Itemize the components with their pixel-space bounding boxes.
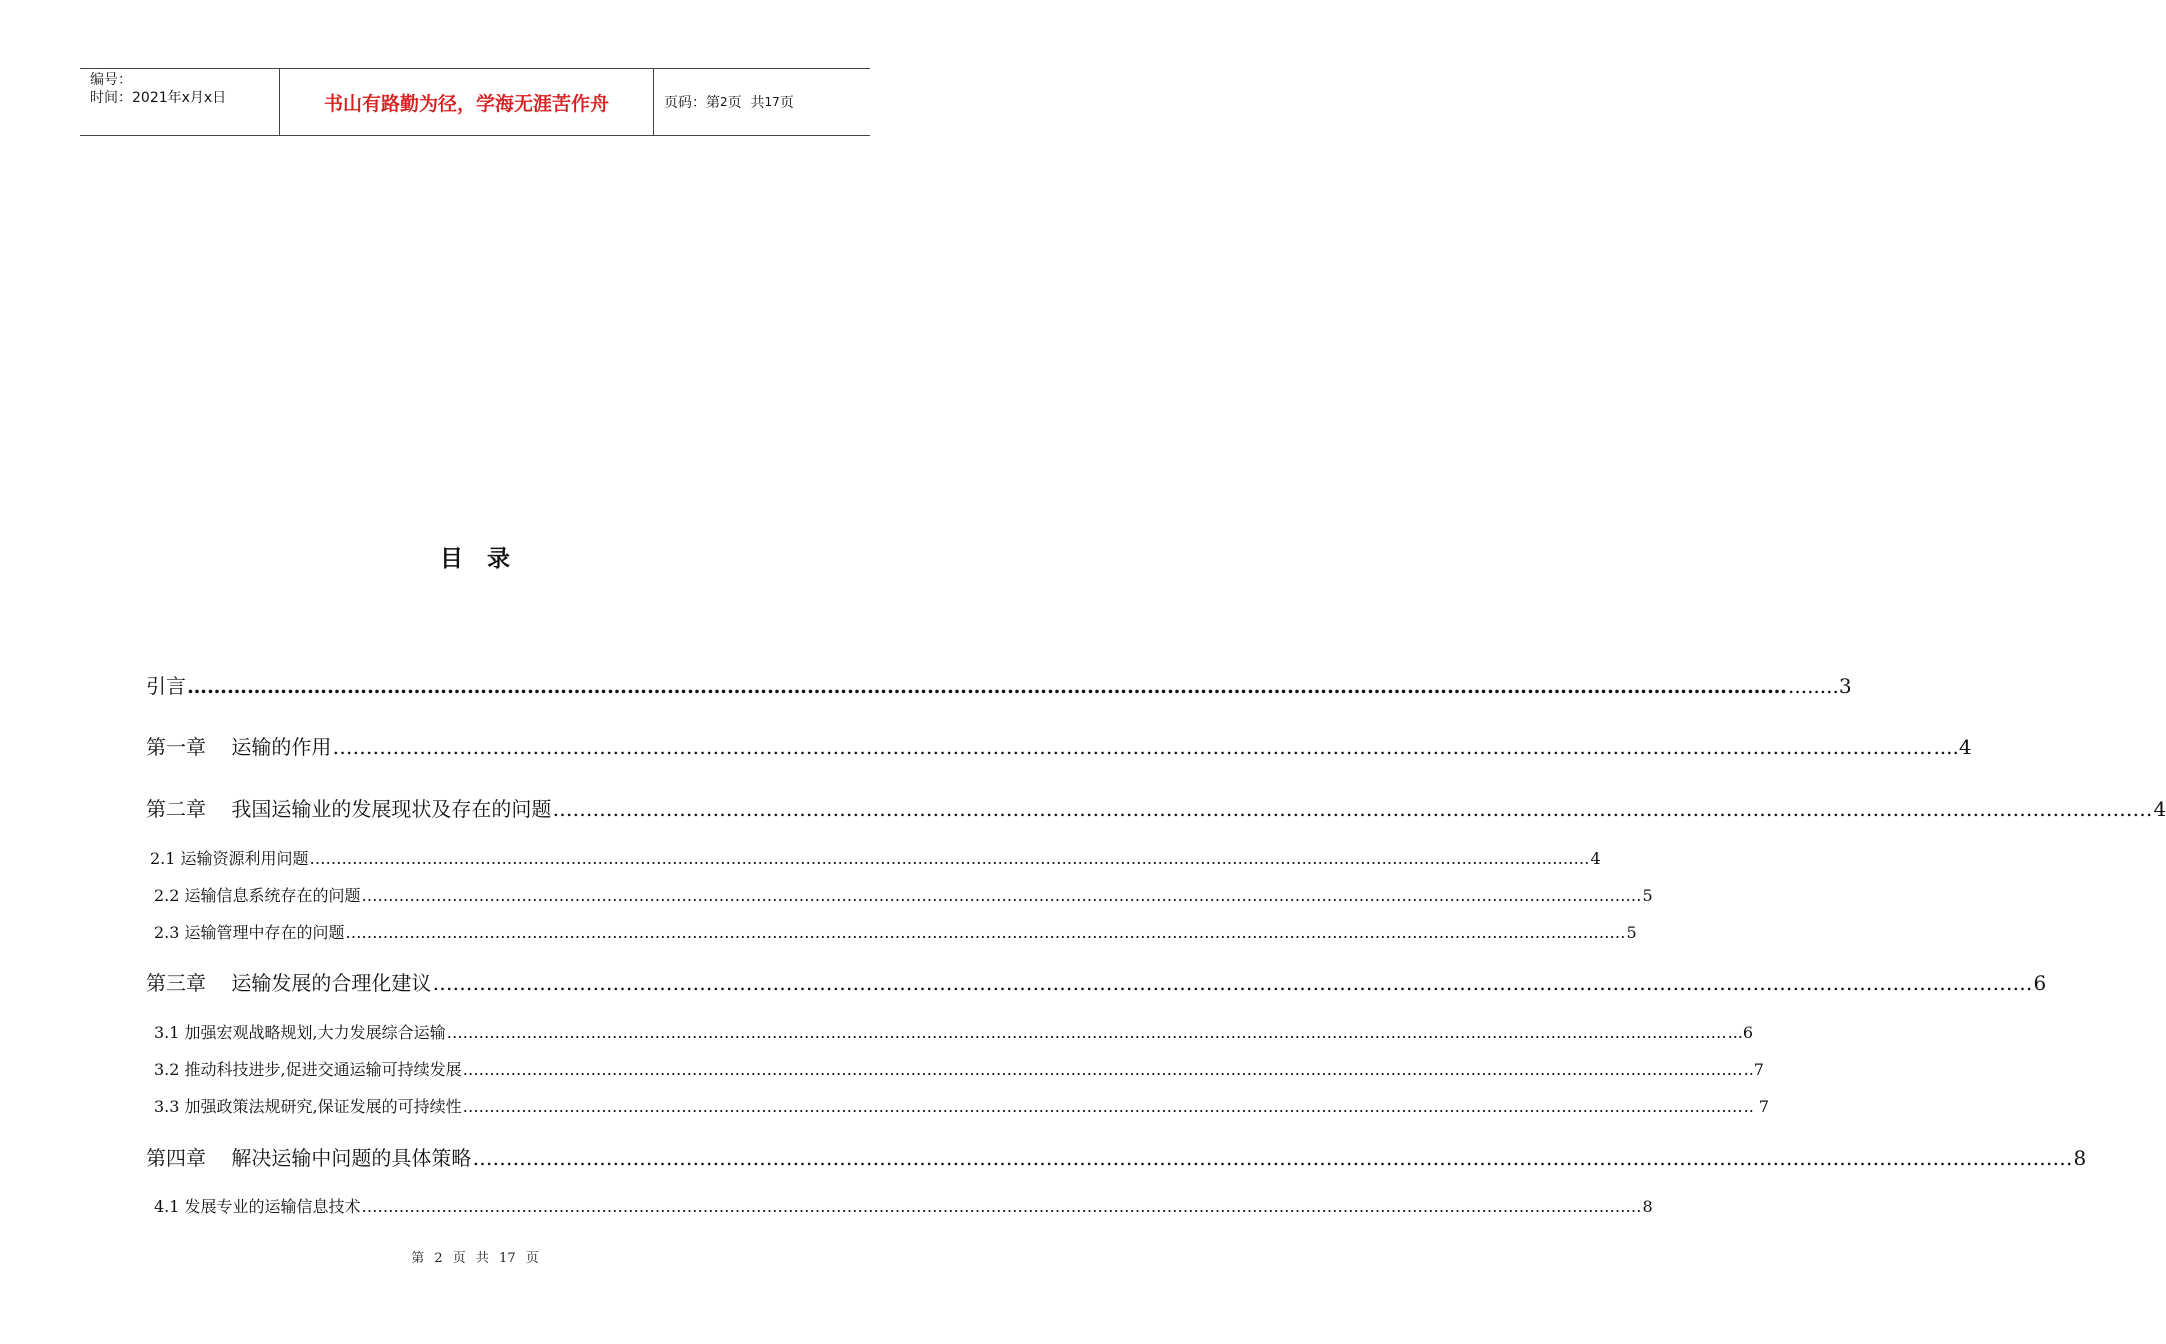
toc-entry-label: 第二章 我国运输业的发展现状及存在的问题 — [146, 797, 552, 821]
toc-dot-leader: …………………………………………………………………………………………………………………………………………………………………………………………………………………… — [446, 1023, 1727, 1042]
toc-entry-3-3[interactable] — [154, 1094, 1770, 1117]
toc-entry-chapter-1[interactable] — [146, 731, 1972, 760]
toc-entry-label: 引言 — [146, 674, 186, 698]
toc-entry-2-3[interactable] — [154, 920, 1637, 943]
toc-dot-leader: …………………………………………………………………………………………………………………………………………………………………………………………………………………… — [309, 849, 1590, 868]
toc-entry-label: 3.2 推动科技进步,促进交通运输可持续发展 — [154, 1060, 462, 1079]
toc-entry-page: .. 7 — [1743, 1097, 1770, 1116]
toc-dot-leader: …………………………………………………………………………………………………………………………………………………………………………………………………………………… — [472, 1146, 2073, 1170]
header-date: 时间：2021年x月x日 — [90, 90, 227, 106]
toc-entry-page: 5 — [1626, 923, 1637, 942]
toc-entry-page: 8 — [2073, 1146, 2087, 1170]
toc-entry-3-2[interactable] — [154, 1057, 1764, 1080]
toc-entry-label: 2.1 运输资源利用问题 — [150, 849, 309, 868]
toc-entry-page: 6 — [2033, 971, 2047, 995]
toc-entry-page: ..7 — [1743, 1060, 1764, 1079]
toc-entry-4-1[interactable] — [154, 1194, 1653, 1217]
toc-entry-label: 第四章 解决运输中问题的具体策略 — [146, 1146, 472, 1170]
toc-entry-page: ........3 — [1788, 674, 1852, 698]
header-meta — [80, 69, 280, 135]
toc-entry-page: ....4 — [1933, 735, 1972, 759]
toc-entry-label: 2.3 运输管理中存在的问题 — [154, 923, 345, 942]
toc-entry-page: 4 — [2153, 797, 2166, 821]
toc-dot-leader: …………………………………………………………………………………………………………………………………………………………………………………………………………………… — [462, 1060, 1743, 1079]
toc-dot-leader: …………………………………………………………………………………………………………………………………………………………………………………………………………………… — [332, 735, 1933, 759]
header-page-prefix: 页码：第 — [664, 95, 720, 111]
toc-entry-label: 3.3 加强政策法规研究,保证发展的可持续性 — [154, 1097, 462, 1116]
header-page-mid: 页 共 — [727, 95, 765, 111]
header-motto: 书山有路勤为径，学海无涯苦作舟 — [280, 69, 654, 135]
toc-entry-label: 4.1 发展专业的运输信息技术 — [154, 1197, 361, 1216]
toc-dot-leader: …………………………………………………………………………………………………………………………………………………………………………………………………………………… — [345, 923, 1626, 942]
toc-dot-leader: …………………………………………………………………………………………………………………………………………………………………………………………………………………… — [462, 1097, 1743, 1116]
toc-entry-label: 第一章 运输的作用 — [146, 735, 332, 759]
toc-entry-label: 3.1 加强宏观战略规划,大力发展综合运输 — [154, 1023, 446, 1042]
toc-dot-leader: …………………………………………………………………………………………………………………………………………………………………………………………………………………… — [552, 797, 2153, 821]
page-header — [80, 68, 870, 136]
toc-entry-2-2[interactable] — [154, 883, 1653, 906]
toc-entry-2-1[interactable] — [150, 846, 1601, 869]
toc-entry-3-1[interactable] — [154, 1020, 1754, 1043]
toc-entry-page: ...6 — [1727, 1023, 1754, 1042]
toc-entry-intro[interactable] — [146, 670, 1852, 699]
toc-entry-page: 4 — [1590, 849, 1601, 868]
header-page-info — [654, 69, 870, 135]
toc-entry-page: 5 — [1642, 886, 1653, 905]
toc-dot-leader: …………………………………………………………………………………………………………………………………………………………………………………………………………………… — [361, 886, 1642, 905]
header-code: 编号： — [90, 72, 132, 88]
header-page-suffix: 页 — [779, 95, 794, 111]
toc-entry-page: 8 — [1642, 1197, 1653, 1216]
page-footer: 第 2 页 共 17 页 — [411, 1251, 539, 1266]
header-page-total: 17 — [764, 95, 780, 109]
header-page-num: 2 — [720, 95, 728, 109]
toc-entry-chapter-2[interactable] — [146, 793, 2166, 822]
toc-dot-leader: …………………………………………………………………………………………………………………………………………………………………………………………………………………… — [361, 1197, 1642, 1216]
toc-dot-leader: …………………………………………………………………………………………………………………………………………………………………………………………………………………… — [187, 674, 1787, 698]
toc-entry-chapter-4[interactable] — [146, 1142, 2087, 1171]
toc-title: 目录 — [440, 546, 534, 572]
toc-dot-leader: …………………………………………………………………………………………………………………………………………………………………………………………………………………… — [432, 971, 2033, 995]
toc-entry-label: 第三章 运输发展的合理化建议 — [146, 971, 432, 995]
toc-entry-chapter-3[interactable] — [146, 967, 2047, 996]
toc-entry-label: 2.2 运输信息系统存在的问题 — [154, 886, 361, 905]
